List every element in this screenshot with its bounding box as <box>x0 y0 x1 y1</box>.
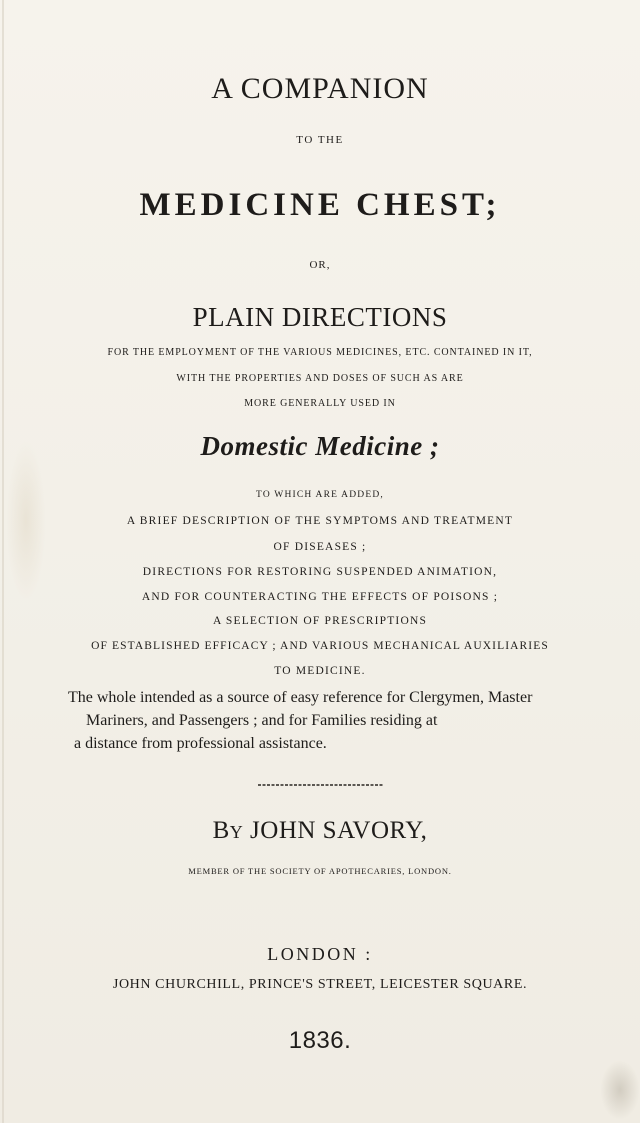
subtitle: PLAIN DIRECTIONS <box>192 302 448 332</box>
contents-line-3: DIRECTIONS FOR RESTORING SUSPENDED ANIMATION, <box>142 566 498 578</box>
to-which-added: TO WHICH ARE ADDED, <box>255 490 384 500</box>
imprint-publisher: JOHN CHURCHILL, PRINCE'S STREET, LEICESTER SQUARE. <box>112 977 528 992</box>
heading-or: OR, <box>309 259 331 271</box>
imprint-place: LONDON : <box>267 944 373 964</box>
purpose-line-2: Mariners, and Passengers ; and for Families residing at <box>86 712 438 729</box>
imprint-year: 1836. <box>288 1027 352 1054</box>
contents-line-2: OF DISEASES ; <box>273 541 367 553</box>
domestic-medicine-heading: Domestic Medicine ; <box>200 431 440 461</box>
heading-to-the: TO THE <box>296 134 344 146</box>
heading-companion: A COMPANION <box>211 72 429 105</box>
purpose-line-1: The whole intended as a source of easy reference for Clergymen, Master <box>68 689 533 706</box>
contents-line-4: AND FOR COUNTERACTING THE EFFECTS OF POISONS ; <box>141 591 499 603</box>
description-line-1: FOR THE EMPLOYMENT OF THE VARIOUS MEDICINES, ETC. CONTAINED IN IT, <box>107 347 533 358</box>
purpose-line-3: a distance from professional assistance. <box>74 735 327 752</box>
contents-line-5: A SELECTION OF PRESCRIPTIONS <box>212 615 428 627</box>
author-line <box>0 817 640 845</box>
author-affiliation: MEMBER OF THE SOCIETY OF APOTHECARIES, LONDON. <box>188 866 452 876</box>
author-name: JOHN SAVORY, <box>250 817 428 844</box>
ornamental-rule <box>258 783 384 787</box>
description-line-3: MORE GENERALLY USED IN <box>244 398 396 409</box>
paper-stain <box>600 1060 640 1120</box>
contents-line-7: TO MEDICINE. <box>274 665 366 677</box>
contents-line-1: A BRIEF DESCRIPTION OF THE SYMPTOMS AND TREATMENT <box>126 515 514 527</box>
purpose-paragraph <box>68 686 608 755</box>
by-prefix: By <box>212 817 244 844</box>
contents-line-6: OF ESTABLISHED EFFICACY ; AND VARIOUS MECHANICAL AUXILIARIES <box>91 640 549 652</box>
main-title: MEDICINE CHEST; <box>139 187 501 223</box>
description-line-2: WITH THE PROPERTIES AND DOSES OF SUCH AS ARE <box>176 373 464 384</box>
